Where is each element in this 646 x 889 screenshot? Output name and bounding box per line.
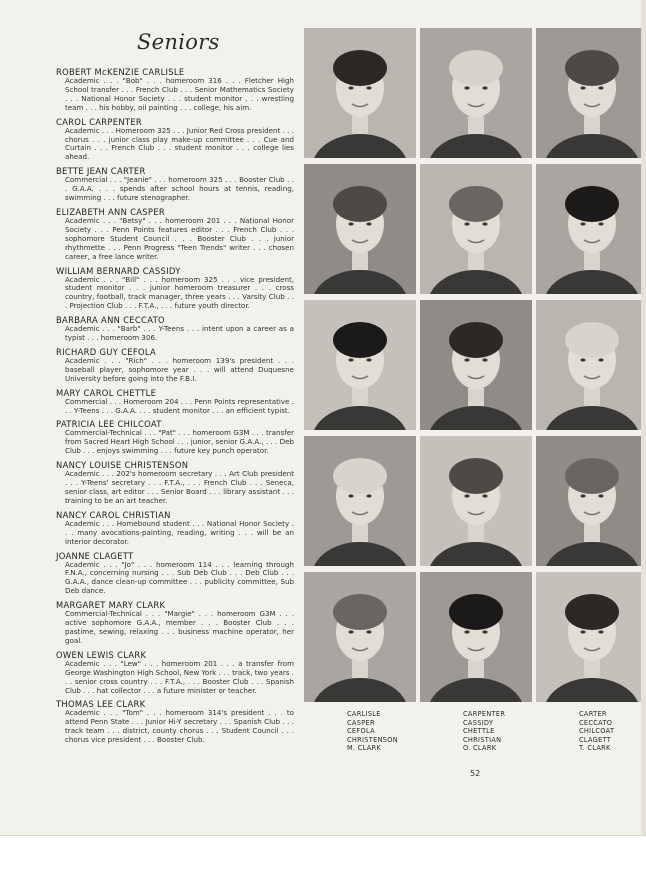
portrait-image [536,164,646,294]
bio-text: Academic . . . "Rich" . . . homeroom 139's president . . . baseball player, sophomore year . . . will attend Duquesne University before going into the F.B.I. [65,355,294,383]
portrait-grid [304,28,644,704]
bio-entry [56,600,294,646]
bio-name: THOMAS LEE CLARK [56,699,146,710]
portrait-image [536,572,646,702]
portrait-image [536,300,646,430]
page-title: Seniors [137,30,220,54]
bio-name: PATRICIA LEE CHILCOAT [56,419,162,430]
bio-entry [56,347,294,384]
bio-text: Academic . . . "Bob" . . . homeroom 316 . . . Fletcher High School transfer . . . French Club . . . Senior Mathematics Society . . . National Honor Society . . . student monitor . . . wrestling team . . . his hobby, oil painting . . . college, his aim. [65,76,294,112]
caption-name: CARLISLE [347,710,381,718]
bio-text: Commercial-Technical . . . "Pat" . . . homeroom G3M . . . transfer from Sacred Heart High School . . . junior, senior G.A.A., . . . Deb Club . . . enjoys swimming . . . future key punch operator. [65,428,294,456]
bio-entry [56,650,294,696]
portrait-image [304,572,416,702]
bio-name: ROBERT McKENZIE CARLISLE [56,67,185,77]
caption-name: CHRISTIAN [463,735,502,744]
bio-name: BARBARA ANN CECCATO [56,315,165,326]
caption-name: CHRISTENSON [347,735,399,744]
bio-name: WILLIAM BERNARD CASSIDY [56,265,181,276]
bio-entry [56,117,294,163]
portrait-image [420,164,532,294]
portrait-image [420,28,532,158]
bio-name: BETTE JEAN CARTER [56,166,146,177]
portrait-image [420,572,532,702]
bio-text: Academic . . . "Lew" . . . homeroom 201 . . . a transfer from George Washington High School, New York . . . track, two years . . . senior cross country . . . F.T.A., . . . Booster Club . . . Spanish Club . . . hat collector . . . a future minister or teacher. [65,658,294,695]
caption-name: CEFOLA [347,727,375,736]
page-edge [641,0,646,836]
bio-text: Commercial . . . "Jeanie" . . . homeroom 325 . . . Booster Club . . . G.A.A. . . . spends after school hours at tennis, reading, swimming . . . future stenographer. [65,175,294,203]
caption-column-middle [463,710,505,753]
bio-entry [56,315,294,343]
caption-name: CASPER [347,718,375,727]
portrait-photo [536,28,646,158]
caption-name: T. CLARK [579,744,611,753]
bio-text: Academic . . . "Barb" . . . Y-Teens . . . intent upon a career as a typist . . . homeroom 306. [65,324,294,343]
bio-text: Academic . . . 202's homeroom secretary . . . Art Club president . . . Y-Teens' secretary . . . F.T.A., . . . French Club . . . Seneca, senior class, art editor . . . Senior Board . . . library assistant . . . training to be an art teacher. [65,469,294,505]
bio-text: Academic . . . "Jo" . . . homeroom 114 . . . learning through F.N.A., concerning nursing . . . Sub Deb Club . . . Deb Club . . . G.A.A., dance clean-up committee . . . publicity committee, Sub Deb dance. [65,559,294,596]
bio-text: Commercial-Technical . . . "Margie" . . . homeroom G3M . . . active sophomore G.A.A., member . . . Booster Club . . . pastime, sewing, relaxing . . . business machine operator, her goal. [65,609,294,645]
portrait-photo [536,300,646,430]
portrait-image [420,436,532,566]
bio-entry [56,460,294,506]
portrait-photo [420,436,532,566]
caption-name: CHETTLE [463,727,495,736]
bio-text: Academic . . . "Tom" . . . homeroom 314's president . . . to attend Penn State . . . Junior Hi-Y secretary . . . Spanish Club . . . track team . . . district, county chorus . . . Student Council . . . chorus vice president . . . Booster Club. [65,708,294,745]
bio-entry [56,166,294,203]
bio-text: Commercial . . . Homeroom 204 . . . Penn Points representative . . . Y-Teens . . . G.A.A. . . . student monitor . . . an efficient typist. [65,396,294,415]
portrait-photo [420,164,532,294]
page-number: 52 [470,769,481,778]
caption-name: M. CLARK [347,744,382,753]
caption-column-left [347,710,398,753]
bio-name: JOANNE CLAGETT [56,550,134,561]
bio-entry [56,510,294,547]
bio-name: CAROL CARPENTER [56,116,143,127]
portrait-photo [304,436,416,566]
bio-entry [56,699,294,745]
bio-name: NANCY CAROL CHRISTIAN [56,509,171,520]
portrait-photo [536,164,646,294]
bio-name: ELIZABETH ANN CASPER [56,206,165,217]
bio-entry [56,207,294,262]
bio-text: Academic . . . Homeroom 325 . . . Junior Red Cross president . . . chorus . . . junior class play make-up committee . . . Cue and Curtain . . . French Club . . . student monitor . . . college lies ahead. [65,125,294,162]
portrait-image [304,28,416,158]
portrait-photo [304,300,416,430]
bio-name: RICHARD GUY CEFOLA [56,346,157,357]
portrait-image [536,28,646,158]
portrait-photo [304,572,416,702]
portrait-photo [420,300,532,430]
bio-entry [56,67,294,113]
caption-name: CARPENTER [463,710,506,718]
page-bottom-margin [0,836,646,889]
portrait-image [304,436,416,566]
bio-entry [56,388,294,416]
bio-name: NANCY LOUISE CHRISTENSON [56,460,189,471]
bio-text: Academic . . . "Bill" . . . homeroom 325 . . . vice president, student monitor . . . junior homeroom treasurer . . . cross country, football, track manager, three years . . . Varsity Club . . . Projection Club . . . F.T.A., . . . future youth director. [65,274,294,311]
portrait-photo [420,28,532,158]
portrait-photo [420,572,532,702]
portrait-image [304,164,416,294]
caption-name: CASSIDY [463,718,494,727]
portrait-photo [536,436,646,566]
caption-column-right [579,710,614,753]
photo-captions [304,710,644,760]
bio-list [56,67,294,749]
bio-text: Academic . . . Homebound student . . . National Honor Society . . . many avocations-painting, reading, writing . . . will be an interior decorator. [65,518,294,546]
caption-name: CECCATO [579,718,613,727]
bio-name: MARGARET MARY CLARK [56,600,166,611]
bio-entry [56,266,294,312]
portrait-photo [304,28,416,158]
bio-name: OWEN LEWIS CLARK [56,649,147,660]
bio-name: MARY CAROL CHETTLE [56,387,157,398]
caption-name: CLAGETT [579,735,612,744]
caption-name: O. CLARK [463,744,497,753]
bio-text: Academic . . . "Betsy" . . . homeroom 201 . . . National Honor Society . . . Penn Points features editor . . . French Club . . . sophomore Student Council . . . Booster Club . . . junior rhythmette . . . Penn Progress "Teen Trends" writer . . . chosen career, a free lance writer. [65,215,294,261]
caption-name: CHILCOAT [579,727,615,736]
portrait-image [420,300,532,430]
bio-entry [56,419,294,456]
portrait-photo [304,164,416,294]
caption-name: CARTER [579,710,607,718]
portrait-image [304,300,416,430]
portrait-photo [536,572,646,702]
portrait-image [536,436,646,566]
bio-entry [56,551,294,597]
